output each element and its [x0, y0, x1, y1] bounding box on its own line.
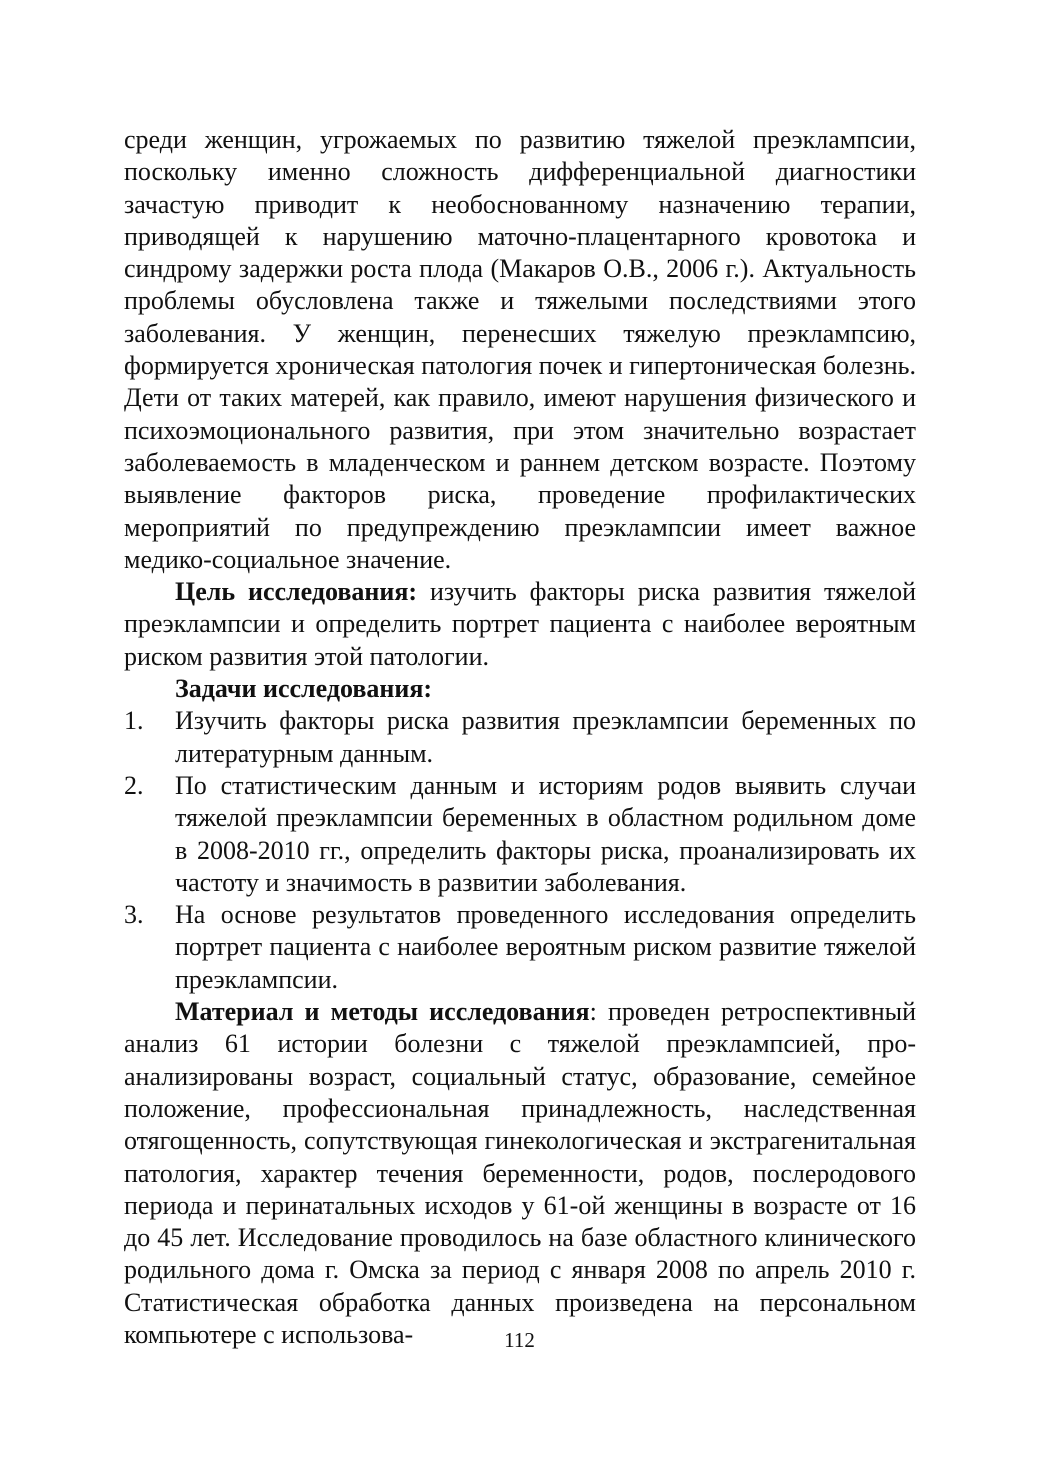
- page-number: 112: [504, 1328, 535, 1352]
- goal-paragraph: [124, 576, 916, 673]
- intro-paragraph: среди женщин, угрожаемых по развитию тяжелой преэклампсии, поскольку именно сложность дифференциальной диагностики зачастую приводит к необоснованному назначению терапии, приводящей к нарушению маточно-плацентарного кровотока и синдрому задержки роста плода (Макаров О.В., 2006 г.). Актуальность проблемы обусловлена также и тяжелыми последствиями этого заболевания. У женщин, перенесших тяжелую преэклампсию, формируется хроническая патология почек и гипертоническая болезнь. Дети от таких матерей, как правило, имеют нарушения физического и психоэмоционального развития, при этом значительно возрастает заболеваемость в младенческом и раннем детском возрасте. Поэтому выявление факторов риска, проведение профилактических мероприятий по предупреждению преэклампсии имеет важное медико-социальное значение.: [124, 125, 916, 574]
- list-item: [124, 705, 916, 770]
- list-item: [124, 899, 916, 996]
- list-item-number: 1.: [124, 706, 144, 736]
- list-item-number: 3.: [124, 900, 144, 930]
- list-item-text: По статистическим данным и историям родов выявить случаи тяжелой преэклампсии беременных в областном родильном доме в 2008-2010 гг., определить факторы риска, проанализировать их частоту и значимость в развитии заболевания.: [175, 770, 916, 897]
- methods-paragraph: [124, 996, 916, 1351]
- list-item-number: 2.: [124, 770, 144, 800]
- tasks-list: [124, 705, 916, 996]
- goal-label: Цель исследования:: [175, 577, 418, 607]
- list-item-text: На основе результатов проведенного исследования определить портрет пациента с наиболее вероятным риском развитие тяжелой преэклампсии.: [175, 900, 916, 994]
- goal-text: изучить факторы риска развития тяжелой преэклампсии и определить портрет пациента с наиболее вероятным риском развития этой патологии.: [124, 577, 916, 671]
- list-item-text: Изучить факторы риска развития преэклампсии беременных по литературным данным.: [175, 706, 916, 768]
- document-page: [124, 124, 916, 1351]
- list-item: [124, 770, 916, 899]
- methods-label: Материал и методы исследования: [175, 997, 590, 1027]
- methods-text: : проведен ретроспективный анализ 61 истории болезни с тяжелой преэклампсией, проанализированы возраст, социальный статус, образование, семейное положение, профессиональная принадлежность, наследственная отягощенность, сопутствующая гинекологическая и экстрагенитальная патология, характер течения беременности, родов, послеродового периода и перинатальных исходов у 61-ой женщины в возрасте от 16 до 45 лет. Исследование проводилось на базе областного клинического родильного дома г. Омска за период с января 2008 по апрель 2010 г. Статистическая обработка данных произведена на персональном компьютере с использова-: [124, 997, 916, 1349]
- tasks-heading: Задачи исследования:: [175, 674, 433, 704]
